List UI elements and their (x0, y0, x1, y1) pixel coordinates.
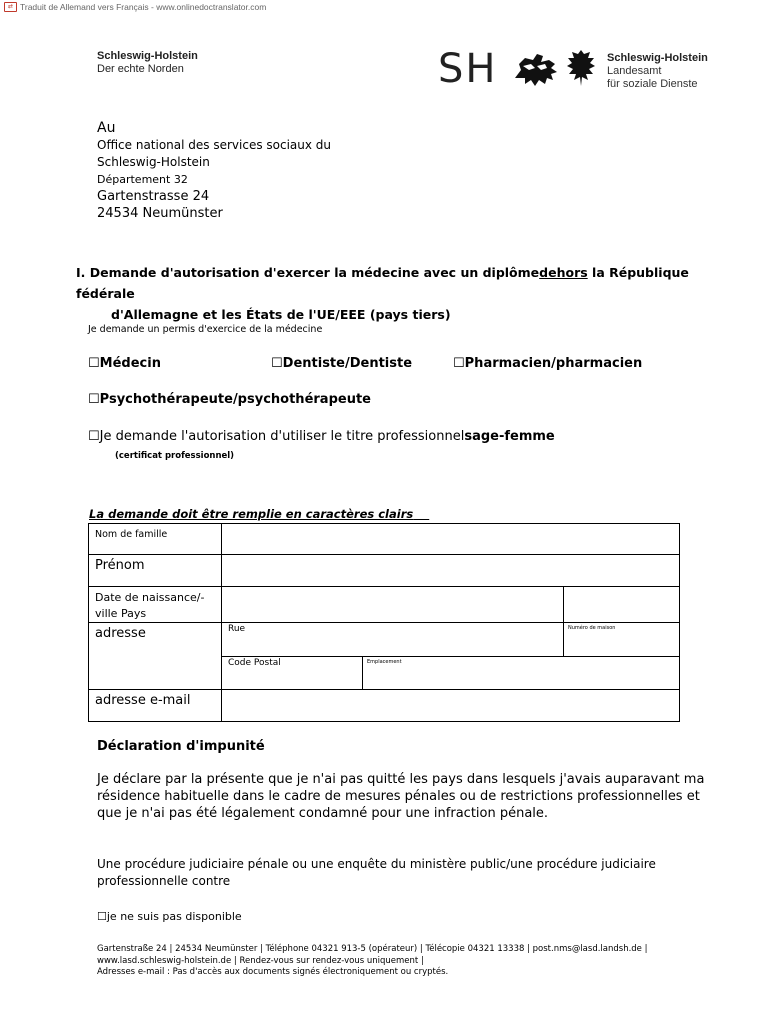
input-numero[interactable] (564, 623, 680, 657)
lions-icon (511, 48, 561, 88)
checkbox-icon[interactable]: ☐ (88, 356, 100, 371)
recipient-address (97, 120, 331, 222)
sublabel-code-postal: Code Postal (228, 658, 281, 668)
section-title-line2: d'Allemagne et les États de l'UE/EEE (pays tiers) (111, 307, 451, 322)
request-text: Je demande un permis d'exercice de la médecine (88, 324, 323, 335)
label-prenom: Prénom (95, 558, 145, 573)
checkbox-icon[interactable]: ☐ (88, 392, 100, 407)
nettle-leaf-icon (566, 48, 596, 88)
page-footer (97, 944, 657, 979)
declaration-title: Déclaration d'impunité (97, 739, 265, 754)
input-rue[interactable] (222, 623, 564, 657)
address-line-4: Département 32 (97, 173, 188, 186)
footer-line-2: www.lasd.schleswig-holstein.de | Rendez-vous sur rendez-vous uniquement | (97, 955, 424, 966)
input-nom[interactable] (222, 524, 680, 555)
section-title-emph: dehors (539, 265, 588, 280)
sh-logo-mark: SH (438, 46, 498, 92)
certificate-note: (certificat professionnel) (115, 451, 235, 461)
label-naissance (89, 587, 221, 622)
translation-link[interactable]: Traduit de Allemand vers Français - www.onlinedoctranslator.com (20, 2, 267, 12)
checkbox-label: je ne suis pas disponible (106, 910, 242, 923)
brand-right (607, 52, 708, 90)
brand-right-line2: Landesamt (607, 65, 662, 77)
checkbox-icon[interactable]: ☐ (453, 356, 465, 371)
footer-line-1: Gartenstraße 24 | 24534 Neumünster | Téléphone 04321 913-5 (opérateur) | Télécopie 04321 13338 | post.nms@lasd.landsh.de | (97, 944, 648, 954)
label-adresse: adresse (95, 626, 146, 641)
checkbox-icon[interactable]: ☐ (97, 910, 107, 923)
sublabel-numero: Numéro de maison (568, 625, 616, 631)
section-title (76, 262, 716, 325)
input-email[interactable] (222, 690, 680, 722)
label-email: adresse e-mail (95, 693, 191, 708)
input-code-postal[interactable] (222, 657, 363, 690)
input-ville-pays[interactable] (564, 587, 680, 623)
brand-left (97, 50, 198, 75)
checkbox-label: Médecin (99, 356, 161, 371)
checkbox-label: Je demande l'autorisation d'utiliser le titre professionnel (99, 429, 465, 444)
checkbox-label: Pharmacien/pharmacien (464, 356, 643, 371)
brand-left-title: Schleswig-Holstein (97, 50, 198, 62)
label-email-cell (89, 690, 222, 722)
sublabel-rue: Rue (228, 624, 246, 634)
label-naissance-line2: ville Pays (95, 607, 147, 620)
input-date-naissance[interactable] (222, 587, 564, 623)
label-prenom-cell (89, 555, 222, 587)
footer-line-3: Adresses e-mail : Pas d'accès aux documents signés électroniquement ou cryptés. (97, 967, 449, 977)
label-naissance-cell (89, 587, 222, 623)
translation-bar (0, 0, 266, 14)
input-prenom[interactable] (222, 555, 680, 587)
checkbox-sage-femme[interactable] (88, 429, 555, 444)
checkbox-non-disponible[interactable] (97, 910, 242, 923)
checkbox-icon[interactable]: ☐ (88, 429, 100, 444)
section-title-part2: la République fédérale (76, 265, 689, 301)
label-naissance-line1: Date de naissance/- (95, 591, 205, 604)
address-line-2: Office national des services sociaux du (97, 138, 332, 152)
address-line-3: Schleswig-Holstein (97, 155, 210, 169)
checkbox-icon[interactable]: ☐ (271, 356, 283, 371)
applicant-form (88, 523, 680, 722)
label-adresse-cell (89, 623, 222, 690)
label-nom-cell (89, 524, 222, 555)
checkbox-label-emph: sage-femme (464, 429, 555, 444)
brand-right-title: Schleswig-Holstein (607, 52, 708, 64)
brand-left-slogan: Der echte Norden (97, 63, 184, 75)
checkbox-label: Psychothérapeute/psychothérapeute (99, 392, 371, 407)
translate-icon: ⇄ (4, 2, 17, 12)
address-line-6: 24534 Neumünster (97, 206, 223, 221)
input-emplacement[interactable] (363, 657, 680, 690)
label-nom: Nom de famille (95, 529, 168, 540)
declaration-body: Je déclare par la présente que je n'ai pas quitté les pays dans lesquels j'avais auparavant ma résidence habituelle dans le cadre de mesures pénales ou de restrictions professionnelles et que je n'ai pas été légalement condamné pour une infraction pénale. (97, 772, 705, 821)
checkbox-pharmacien[interactable] (453, 356, 642, 371)
brand-right-line3: für soziale Dienste (607, 78, 698, 90)
form-instruction-text: La demande doit être remplie en caractères clairs (89, 507, 414, 521)
form-instruction (89, 507, 429, 521)
checkbox-dentiste[interactable] (271, 356, 412, 371)
section-title-part1: I. Demande d'autorisation d'exercer la médecine avec un diplôme (76, 265, 540, 280)
checkbox-psychotherapeute[interactable] (88, 392, 371, 407)
declaration-body-2: Une procédure judiciaire pénale ou une enquête du ministère public/une procédure judiciaire professionnelle contre (97, 857, 656, 888)
sublabel-emplacement: Emplacement (367, 659, 402, 665)
address-line-5: Gartenstrasse 24 (97, 189, 210, 204)
address-line-1: Au (97, 120, 116, 136)
checkbox-label: Dentiste/Dentiste (282, 356, 413, 371)
checkbox-medecin[interactable] (88, 356, 161, 371)
